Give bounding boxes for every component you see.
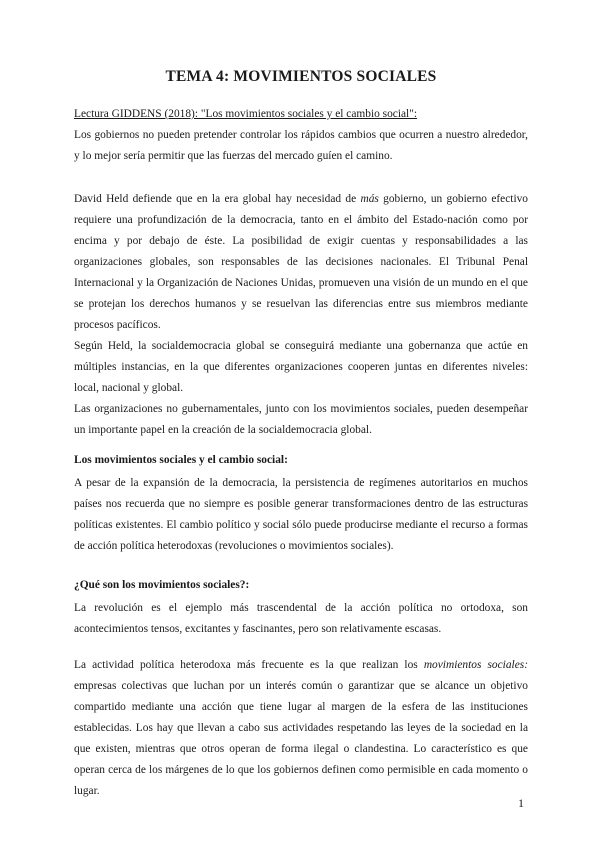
section-que-son — [74, 575, 528, 640]
section-cambio-social — [74, 450, 528, 557]
held-rest: gobierno, un gobierno efectivo requiere una profundización de la democracia, tanto en el ámbito del Estado-nación como por encima y por debajo de éste. La posibilidad de exigir cuentas y responsabilidades a las organizaciones globales, son responsables de las decisiones nacionales. El Tribunal Penal Internacional y la Organización de Naciones Unidas, promueven una visión de un mundo en el que se protejan los derechos humanos y se resuelvan las diferencias entre sus miembros mediante procesos pacíficos. — [74, 193, 528, 331]
section2-text: La revolución es el ejemplo más trascendental de la acción política no ortodoxa, son acontecimientos tensos, excitantes y fascinantes, pero son relativamente escasas. — [74, 602, 528, 635]
lectura-intro: Los gobiernos no pueden pretender controlar los rápidos cambios que ocurren a nuestro alrededor, y lo mejor sería permitir que las fuerzas del mercado guíen el camino. — [74, 129, 528, 162]
segun-held-block — [74, 336, 528, 441]
segun-held-paragraph: Según Held, la socialdemocracia global se conseguirá mediante una gobernanza que actúe en múltiples instancias, en la que diferentes organizaciones cooperen juntas en diferentes niveles: local, nacional y global. — [74, 340, 528, 394]
actividad-emphasis: movimientos sociales: — [423, 659, 528, 671]
held-lead: David Held defiende que en la era global hay necesidad de — [74, 193, 361, 205]
actividad-lead: La actividad política heterodoxa más frecuente es la que realizan los — [74, 659, 424, 671]
held-text — [74, 189, 528, 336]
actividad-text — [74, 655, 528, 802]
ong-paragraph: Las organizaciones no gubernamentales, junto con los movimientos sociales, pueden desempeñar un importante papel en la creación de la socialdemocracia global. — [74, 403, 528, 436]
held-paragraph — [74, 189, 528, 336]
held-emphasis: más — [360, 193, 379, 205]
lectura-heading: Lectura GIDDENS (2018): "Los movimientos sociales y el cambio social": — [74, 108, 418, 120]
page-title: TEMA 4: MOVIMIENTOS SOCIALES — [165, 68, 437, 85]
lectura-block — [74, 104, 528, 167]
section1-heading: Los movimientos sociales y el cambio social: — [74, 454, 288, 466]
actividad-paragraph — [74, 655, 528, 802]
section2-heading: ¿Qué son los movimientos sociales?: — [74, 579, 250, 591]
actividad-rest: empresas colectivas que luchan por un interés común o garantizar que se alcance un objetivo compartido mediante una acción que tiene lugar al margen de la esfera de las instituciones establecidas. Los hay que llevan a cabo sus actividades respetando las leyes de la sociedad en la que existen, mientras que otros operan de forma ilegal o clandestina. Lo característico es que operan cerca de los márgenes de lo que los gobiernos definen como permisible en cada momento o lugar. — [74, 680, 528, 797]
section1-text: A pesar de la expansión de la democracia, la persistencia de regímenes autoritarios en muchos países nos recuerda que no siempre es posible generar transformaciones dentro de las estructuras políticas existentes. El cambio político y social sólo puede producirse mediante el recurso a formas de acción política heterodoxas (revoluciones o movimientos sociales). — [74, 477, 528, 552]
page-number: 1 — [518, 796, 524, 810]
